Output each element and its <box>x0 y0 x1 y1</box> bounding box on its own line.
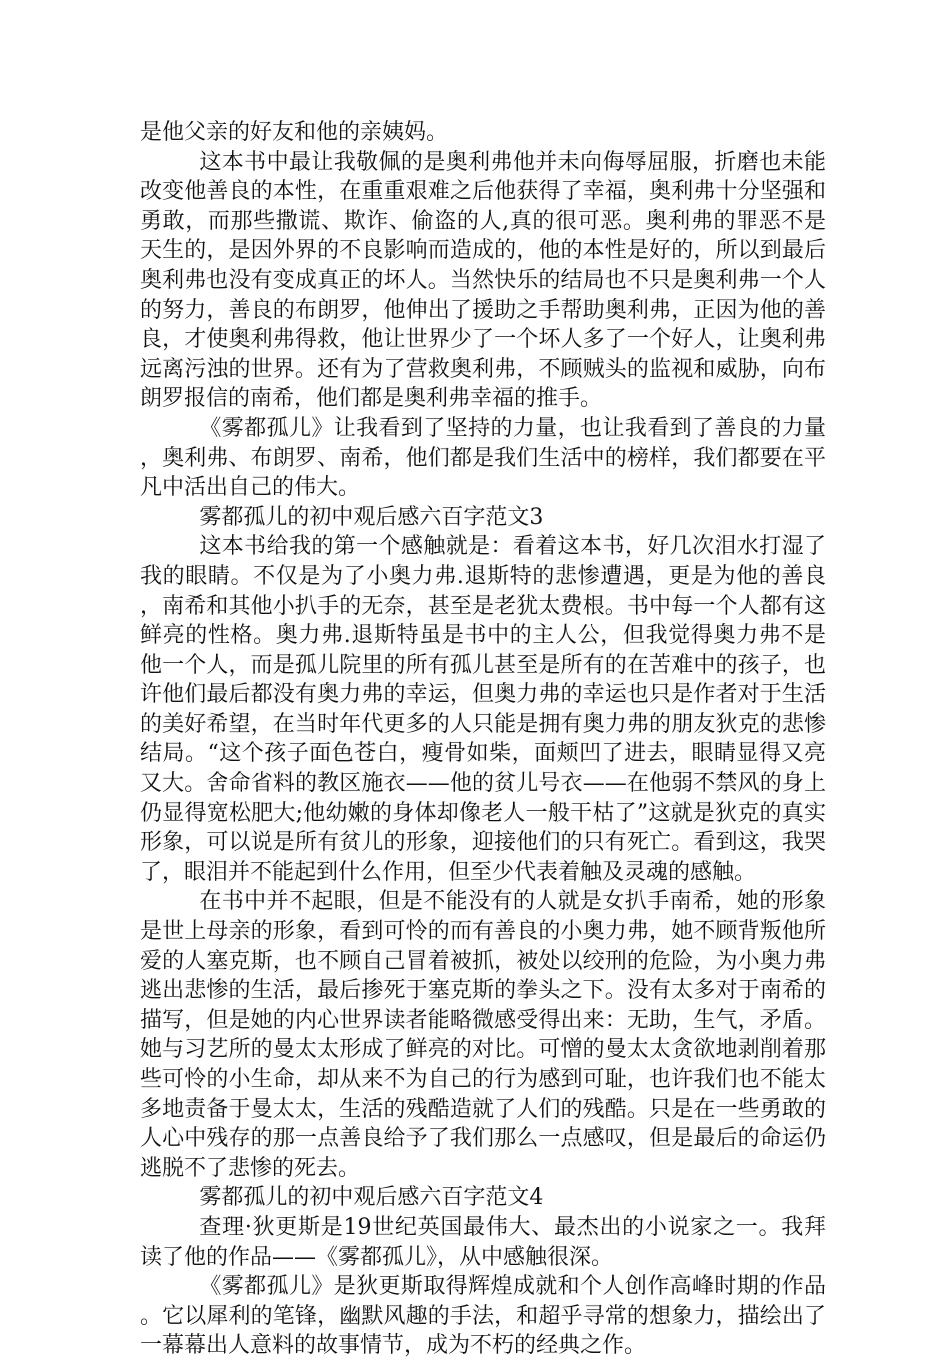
section-heading-essay-4: 雾都孤儿的初中观后感六百字范文4 <box>199 1185 544 1211</box>
paragraph-conclusion: 《雾都孤儿》让我看到了坚持的力量，也让我看到了善良的力量，奥利弗、布朗罗、南希，他们都是我们生活中的榜样，我们都要在平凡中活出自己的伟大。 <box>140 415 826 501</box>
paragraph-dickens-intro: 查理·狄更斯是19世纪英国最伟大、最杰出的小说家之一。我拜读了他的作品——《雾都孤儿》，从中感触很深。 <box>140 1214 826 1270</box>
document-body <box>140 118 826 1361</box>
paragraph-first-impression: 这本书给我的第一个感触就是：看着这本书，好几次泪水打湿了我的眼睛。不仅是为了小奥力弗.退斯特的悲惨遭遇，更是为他的善良，南希和其他小扒手的无奈，甚至是老犹太费根。书中每一个人都有这鲜亮的性格。奥力弗.退斯特虽是书中的主人公，但我觉得奥力弗不是他一个人，而是孤儿院里的所有孤儿甚至是所有的在苦难中的孩子，也许他们最后都没有奥力弗的幸运，但奥力弗的幸运也只是作者对于生活的美好希望，在当时年代更多的人只能是拥有奥力弗的朋友狄克的悲惨结局。“这个孩子面色苍白，瘦骨如柴，面颊凹了进去，眼睛显得又亮又大。舍命省料的教区施衣——他的贫儿号衣——在他弱不禁风的身上仍显得宽松肥大;他幼嫩的身体却像老人一般干枯了”这就是狄克的真实形象，可以说是所有贫儿的形象，迎接他们的只有死亡。看到这，我哭了，眼泪并不能起到什么作用，但至少代表着触及灵魂的感触。 <box>140 534 826 885</box>
paragraph-admiration: 这本书中最让我敬佩的是奥利弗他并未向侮辱屈服，折磨也未能改变他善良的本性，在重重艰难之后他获得了幸福，奥利弗十分坚强和勇敢，而那些撒谎、欺诈、偷盗的人,真的很可恶。奥利弗的罪恶不是天生的，是因外界的不良影响而造成的，他的本性是好的，所以到最后奥利弗也没有变成真正的坏人。当然快乐的结局也不只是奥利弗一个人的努力，善良的布朗罗，他伸出了援助之手帮助奥利弗，正因为他的善良，才使奥利弗得救，他让世界少了一个坏人多了一个好人，让奥利弗远离污浊的世界。还有为了营救奥利弗，不顾贼头的监视和威胁，向布朗罗报信的南希，他们都是奥利弗幸福的推手。 <box>140 149 826 412</box>
section-heading-essay-3: 雾都孤儿的初中观后感六百字范文3 <box>199 504 544 530</box>
paragraph-nancy: 在书中并不起眼，但是不能没有的人就是女扒手南希，她的形象是世上母亲的形象，看到可怜的而有善良的小奥力弗，她不顾背叛他所爱的人塞克斯，也不顾自己冒着被抓，被处以绞刑的危险，为小奥力弗逃出悲惨的生活，最后掺死于塞克斯的拳头之下。没有太多对于南希的描写，但是她的内心世界读者能略微感受得出来：无助，生气，矛盾。她与习艺所的曼太太形成了鲜亮的对比。可憎的曼太太贪欲地剥削着那些可怜的小生命，却从来不为自己的行为感到可耻，也许我们也不能太多地责备于曼太太，生活的残酷造就了人们的残酷。只是在一些勇敢的人心中残存的那一点善良给予了我们那么一点感叹，但是最后的命运仍逃脱不了悲惨的死去。 <box>140 889 826 1181</box>
paragraph-continuation: 是他父亲的好友和他的亲姨妈。 <box>140 120 449 145</box>
paragraph-oliver-twist-work: 《雾都孤儿》是狄更斯取得辉煌成就和个人创作高峰时期的作品。它以犀利的笔锋，幽默风趣的手法，和超乎寻常的想象力，描绘出了一幕幕出人意料的故事情节，成为不朽的经典之作。 <box>140 1274 826 1359</box>
